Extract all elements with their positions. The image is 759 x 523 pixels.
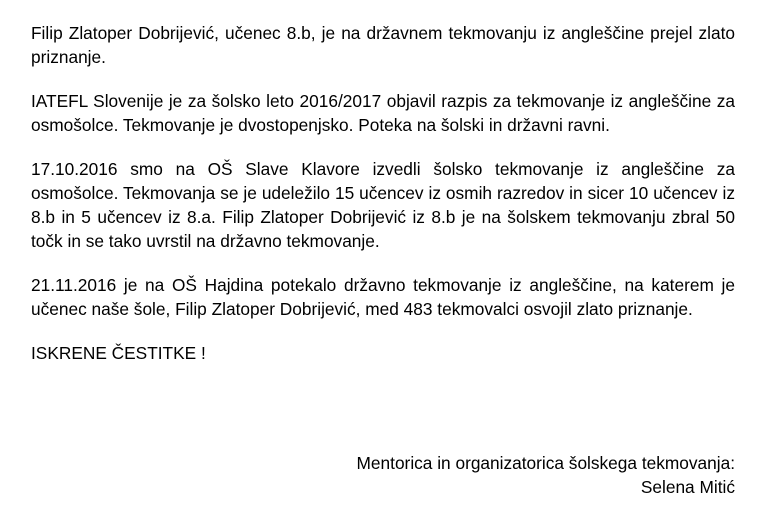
signature-name: Selena Mitić xyxy=(640,477,735,497)
paragraph-school-competition: 17.10.2016 smo na OŠ Slave Klavore izvedli šolsko tekmovanje iz angleščine za osmošolce. Tekmovanja se je udeležilo 15 učencev iz osmih razredov in sicer 10 učencev iz 8.b in 5 učencev iz 8.a. Filip Zlatoper Dobrijević iz 8.b je na šolskem tekmovanju zbral 50 točk in se tako uvrstil na državno tekmovanje. xyxy=(31,159,735,251)
document-body xyxy=(31,21,735,365)
paragraph-competition-announcement: IATEFL Slovenije je za šolsko leto 2016/2017 objavil razpis za tekmovanje iz angleščine za osmošolce. Tekmovanje je dvostopenjsko. Poteka na šolski in državni ravni. xyxy=(31,91,735,135)
paragraph-national-competition: 21.11.2016 je na OŠ Hajdina potekalo državno tekmovanje iz angleščine, na katerem je učenec naše šole, Filip Zlatoper Dobrijević, med 483 tekmovalci osvojil zlato priznanje. xyxy=(31,275,735,319)
paragraph-intro: Filip Zlatoper Dobrijević, učenec 8.b, je na državnem tekmovanju iz angleščine prejel zlato priznanje. xyxy=(31,23,735,67)
signature-block xyxy=(357,451,735,499)
paragraph-congratulations: ISKRENE ČESTITKE ! xyxy=(31,343,206,363)
signature-role: Mentorica in organizatorica šolskega tekmovanja: xyxy=(356,453,735,473)
